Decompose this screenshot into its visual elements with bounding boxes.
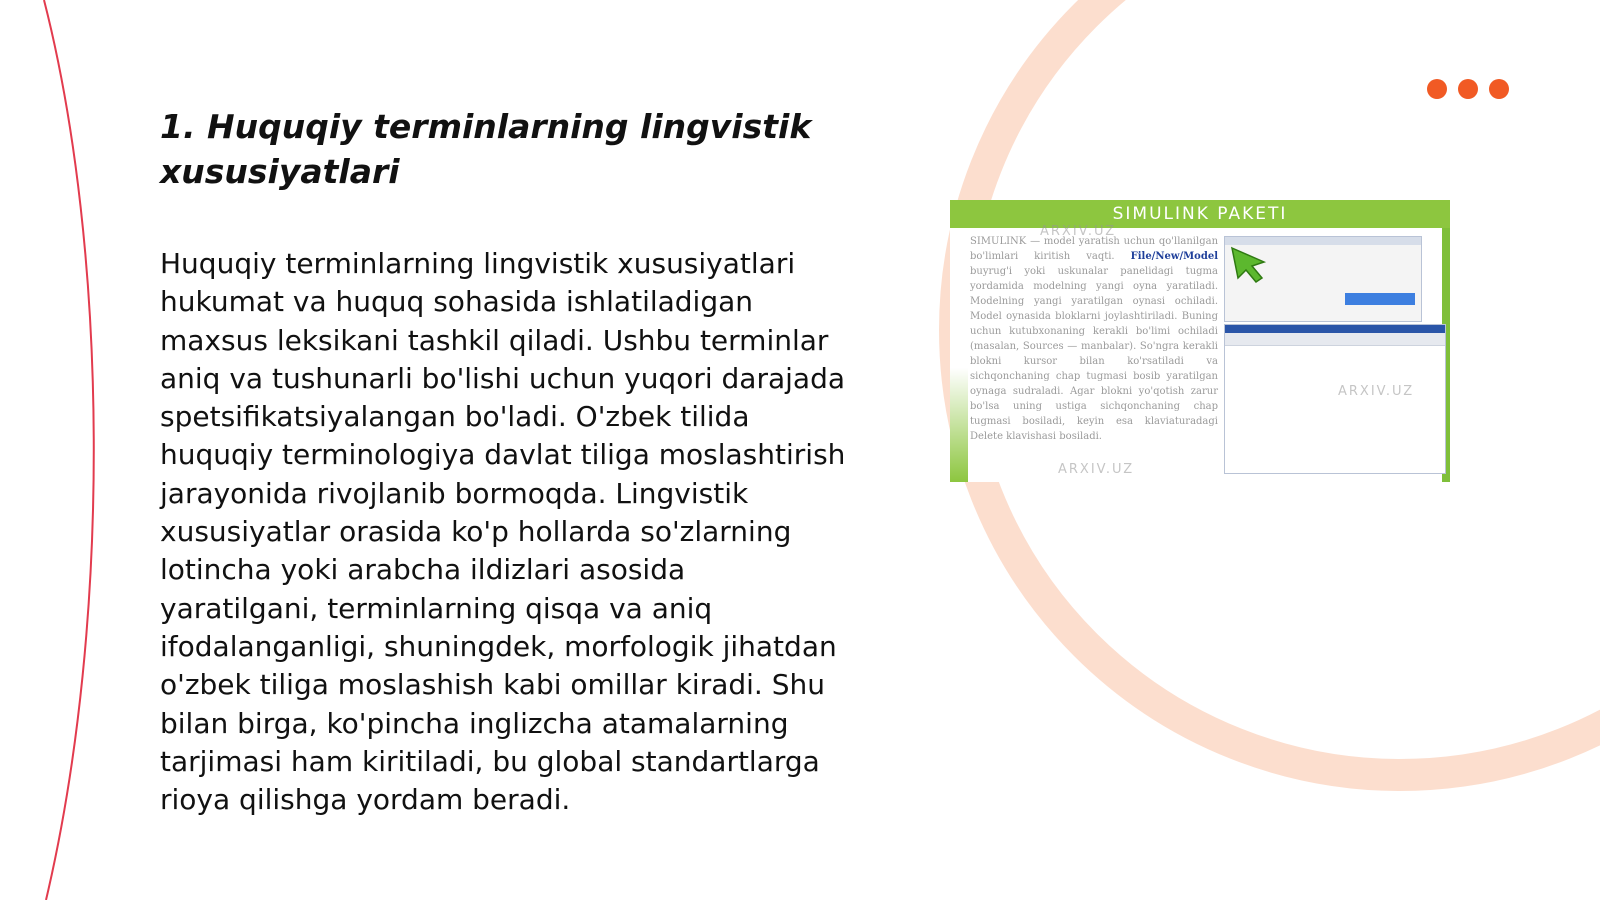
watermark-3: ARXIV.UZ	[1058, 462, 1135, 477]
dot-3	[1489, 79, 1509, 99]
green-arrow-icon	[1228, 244, 1268, 284]
figure-text-lead: SIMULINK —	[970, 236, 1041, 247]
dot-1	[1427, 79, 1447, 99]
dot-2	[1458, 79, 1478, 99]
figure-text-a: model yaratish uchun qo'llanilgan bo'limlari kiritish vaqti.	[970, 236, 1219, 262]
screenshot-model-titlebar	[1225, 325, 1445, 333]
figure-header: SIMULINK PAKETI	[950, 200, 1450, 228]
left-red-curve	[44, 0, 94, 900]
screenshot-model-toolbar	[1225, 333, 1445, 346]
watermark-2: ARXIV.UZ	[1338, 384, 1415, 399]
figure-screenshot-model	[1224, 324, 1446, 474]
decorative-dots	[1427, 79, 1509, 99]
slide-body-text: Huquqiy terminlarning lingvistik xususiyatlari hukumat va huquq sohasida ishlatiladigan maxsus leksikani tashkil qiladi. Ushbu terminlar aniq va tushunarli bo'lishi uchun yuqori darajada spetsifikatsiyalangan bo'ladi. O'zbek tilida huquqiy terminologiya davlat tiliga moslashtirish jarayonida rivojlanib bormoqda. Lingvistik xususiyatlar orasida ko'p hollarda so'zlarning lotincha yoki arabcha ildizlari asosida yaratilgani, terminlarning qisqa va aniq ifodalanganligi, shuningdek, morfologik jihatdan o'zbek tiliga moslashish kabi omillar kiradi. Shu bilan birga, ko'pincha inglizcha atamalarning tarjimasi ham kiritiladi, bu global standartlarga rioya qilishga yordam beradi.	[160, 247, 846, 817]
figure-text-b: buyrug'i yoki uskunalar panelidagi tugma yordamida modelning yangi oyna yaratiladi. Modelning yangi yaratilgan oynasi ochiladi. Model oynasida bloklarni joylashtiriladi. Buning uchun kutubxonaning kerakli bo'limi ochiladi (masalan, Sources — manbalar). So'ngra kerakli blokni kursor bilan ko'rsatiladi va sichqonchaning chap tugmasi bosib yaratilgan oynaga sudraladi. Agar blokni yo'qotish zarur bo'lsa uning ustiga sichqonchaning chap tugmasi bosiladi, keyin esa klaviaturadagi Delete klavishasi bosiladi.	[970, 266, 1218, 442]
screenshot-selection	[1345, 293, 1415, 305]
slide-title: 1. Huquqiy terminlarning lingvistik xususiyatlari	[160, 107, 812, 191]
figure-text	[970, 234, 1218, 444]
figure-text-link: File/New/Model	[1130, 251, 1218, 262]
figure-left-strip	[950, 228, 968, 482]
simulink-figure	[950, 200, 1450, 482]
watermark-1: ARXIV.UZ	[1040, 224, 1117, 239]
